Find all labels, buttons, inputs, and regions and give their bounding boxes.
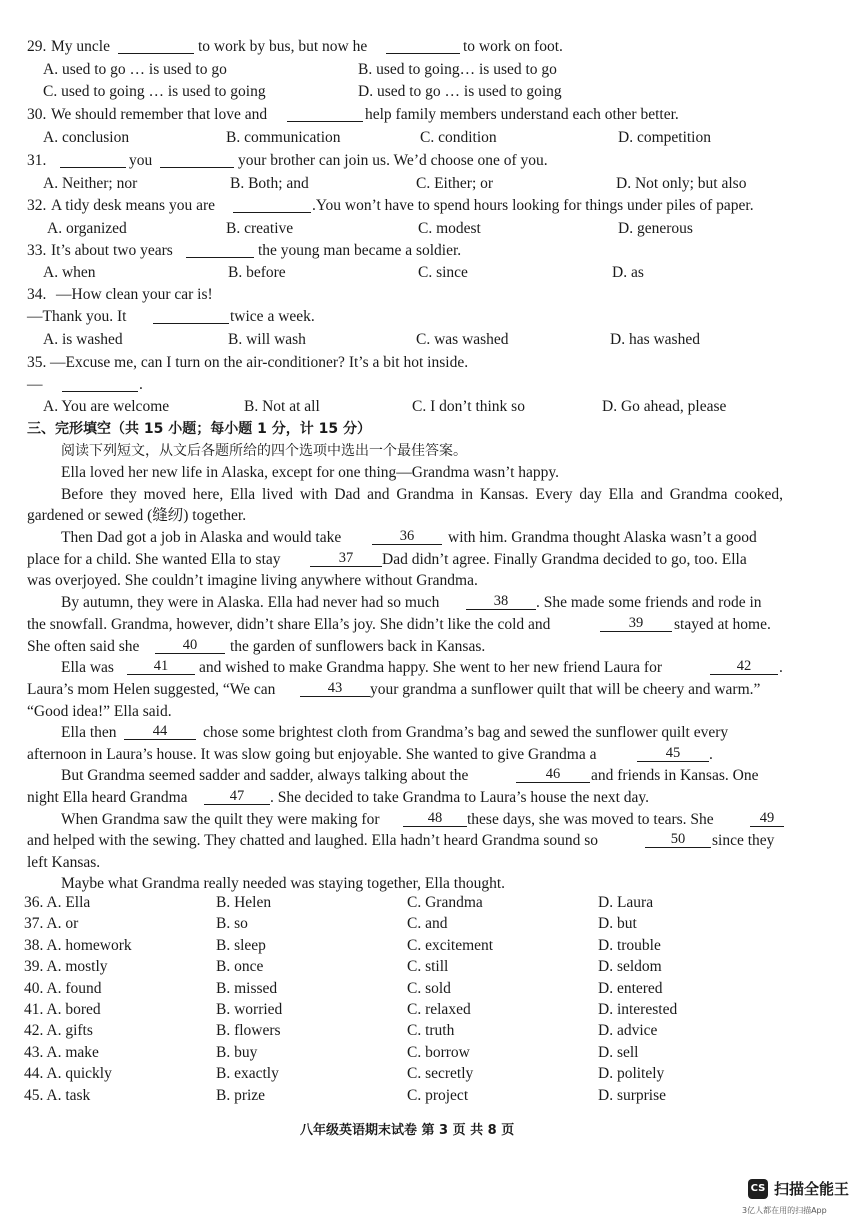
- question-number: 33.: [27, 242, 47, 259]
- option-a: A. used to go … is used to go: [43, 61, 227, 78]
- option-d: D. used to go … is used to going: [358, 83, 562, 100]
- passage-text: afternoon in Laura’s house. It was slow going but enjoyable. She wanted to give Grandma a: [27, 746, 597, 763]
- option-b: B. used to going… is used to go: [358, 61, 557, 78]
- choice-option: D. but: [598, 915, 637, 933]
- passage-text: the garden of sunflowers back in Kansas.: [230, 638, 486, 655]
- option-a: A. organized: [47, 220, 127, 237]
- choice-option: D. entered: [598, 979, 663, 997]
- passage-text: “Good idea!” Ella said.: [27, 703, 172, 720]
- choice-option: C. and: [407, 915, 448, 933]
- cloze-blank-47: 47: [204, 789, 270, 805]
- answer-blank: [386, 38, 460, 54]
- passage-text: and wished to make Grandma happy. She went to her new friend Laura for: [199, 659, 662, 676]
- question-number: 34.: [27, 286, 47, 303]
- question-text: the young man became a soldier.: [258, 242, 462, 259]
- choice-option: 45. A. task: [24, 1086, 91, 1104]
- cloze-blank-40: 40: [155, 638, 225, 654]
- passage-text: and helped with the sewing. They chatted and laughed. Ella hadn’t heard Grandma sound so: [27, 832, 599, 849]
- choice-option: D. advice: [598, 1022, 658, 1040]
- choice-option: C. secretly: [407, 1065, 474, 1083]
- question-number: 29.: [27, 38, 47, 55]
- answer-blank: [186, 242, 254, 258]
- instruction-text: 阅读下列短文，从文后各题所给的四个选项中选出一个最佳答案。: [61, 443, 467, 459]
- option-c: C. I don’t think so: [412, 398, 525, 415]
- answer-blank: [60, 152, 126, 168]
- choice-option: C. sold: [407, 979, 451, 997]
- option-a: A. You are welcome: [43, 398, 170, 415]
- choice-option: 36. A. Ella: [24, 894, 91, 911]
- question-text: your brother can join us. We’d choose one of you.: [238, 152, 548, 169]
- choice-option: C. project: [407, 1086, 469, 1104]
- passage-text: Dad didn’t agree. Finally Grandma decided to go, too. Ella: [382, 551, 747, 568]
- option-d: D. Go ahead, please: [602, 398, 727, 415]
- option-b: B. creative: [226, 220, 294, 237]
- passage-text: these days, she was moved to tears. She: [467, 811, 714, 828]
- cloze-blank-39: 39: [600, 616, 672, 632]
- answer-blank: [118, 38, 194, 54]
- passage-text: She often said she: [27, 638, 140, 655]
- choice-option: D. interested: [598, 1001, 678, 1018]
- answer-blank: [153, 308, 229, 324]
- choice-option: B. sleep: [216, 936, 266, 954]
- option-b: B. Not at all: [244, 398, 320, 415]
- option-d: D. Not only; but also: [616, 175, 747, 192]
- option-b: B. before: [228, 264, 286, 281]
- passage-text: stayed at home.: [674, 616, 771, 633]
- question-number: 31.: [27, 152, 47, 169]
- choice-option: D. seldom: [598, 958, 662, 976]
- choice-option: D. trouble: [598, 936, 661, 954]
- passage-text: Ella loved her new life in Alaska, except for one thing—Grandma wasn’t happy.: [61, 464, 560, 481]
- choice-option: B. exactly: [216, 1065, 279, 1083]
- passage-text: Ella then: [61, 724, 117, 741]
- choice-option: B. worried: [216, 1001, 283, 1018]
- option-c: C. since: [418, 264, 468, 281]
- choice-option: 40. A. found: [24, 979, 102, 997]
- cloze-blank-49: 49: [750, 811, 784, 827]
- option-b: B. will wash: [228, 331, 306, 348]
- choice-option: C. borrow: [407, 1043, 470, 1061]
- choice-option: B. once: [216, 958, 264, 976]
- answer-blank: [160, 152, 234, 168]
- option-a: A. is washed: [43, 331, 123, 348]
- choice-option: B. buy: [216, 1043, 258, 1061]
- passage-text: the snowfall. Grandma, however, didn’t share Ella’s joy. She didn’t like the cold and: [27, 616, 551, 633]
- cloze-blank-42: 42: [710, 659, 778, 675]
- choice-option: D. sell: [598, 1043, 639, 1061]
- cloze-blank-44: 44: [124, 724, 196, 740]
- passage-text: .: [779, 659, 783, 676]
- scanner-app-tagline: 3亿人都在用的扫描App: [742, 1206, 827, 1215]
- question-text: We should remember that love and: [51, 106, 268, 123]
- scanner-app-name: 扫描全能王: [774, 1180, 850, 1198]
- option-d: D. competition: [618, 129, 711, 146]
- page-footer: 八年级英语期末试卷 第 3 页 共 8 页: [300, 1123, 515, 1138]
- passage-text: left Kansas.: [27, 854, 101, 871]
- cloze-blank-41: 41: [127, 659, 195, 675]
- choice-option: D. surprise: [598, 1086, 667, 1104]
- question-number: 30.: [27, 106, 47, 123]
- passage-text: .: [709, 746, 713, 763]
- question-text: twice a week.: [230, 308, 315, 325]
- choice-option: 41. A. bored: [24, 1001, 101, 1018]
- passage-text: . She made some friends and rode in: [536, 594, 762, 611]
- question-text: —Excuse me, can I turn on the air-conditioner? It’s a bit hot inside.: [50, 354, 469, 371]
- choice-option: C. excitement: [407, 936, 494, 954]
- choice-option: B. missed: [216, 979, 278, 997]
- question-text: A tidy desk means you are: [51, 197, 216, 214]
- passage-text: . She decided to take Grandma to Laura’s house the next day.: [270, 789, 650, 806]
- passage-text: Before they moved here, Ella lived with Dad and Grandma in Kansas. Every day Ella and Grandma cooked,: [61, 486, 783, 503]
- cloze-blank-37: 37: [310, 551, 382, 567]
- cloze-blank-38: 38: [466, 594, 536, 610]
- question-text: My uncle: [51, 38, 110, 55]
- passage-text: with him. Grandma thought Alaska wasn’t a good: [448, 529, 757, 546]
- option-c: C. was washed: [416, 331, 509, 348]
- option-b: B. Both; and: [230, 175, 309, 192]
- question-text: to work by bus, but now he: [198, 38, 368, 55]
- passage-text: Maybe what Grandma really needed was staying together, Ella thought.: [61, 875, 506, 892]
- choice-option: B. flowers: [216, 1022, 281, 1040]
- option-a: A. Neither; nor: [43, 175, 138, 192]
- passage-text: But Grandma seemed sadder and sadder, always talking about the: [61, 767, 469, 784]
- choice-option: C. relaxed: [407, 1001, 471, 1018]
- answer-blank: [233, 197, 311, 213]
- option-d: D. as: [612, 264, 644, 281]
- choice-option: B. so: [216, 915, 248, 933]
- option-c: C. condition: [420, 129, 497, 146]
- choice-option: 43. A. make: [24, 1043, 99, 1061]
- passage-text: Then Dad got a job in Alaska and would take: [61, 529, 342, 546]
- option-b: B. communication: [226, 129, 341, 146]
- question-text: help family members understand each other better.: [365, 106, 679, 123]
- passage-text: Laura’s mom Helen suggested, “We can: [27, 681, 276, 698]
- choice-option: B. prize: [216, 1086, 266, 1104]
- passage-text: your grandma a sunflower quilt that will be cheery and warm.”: [370, 681, 761, 698]
- question-text: you: [129, 152, 153, 169]
- choice-option: B. Helen: [216, 894, 272, 911]
- passage-text: chose some brightest cloth from Grandma’s bag and sewed the sunflower quilt every: [203, 724, 729, 741]
- choice-option: 37. A. or: [24, 915, 79, 933]
- cloze-blank-46: 46: [516, 767, 590, 783]
- section-title: 三、完形填空（共 15 小题；每小题 1 分，计 15 分）: [27, 421, 371, 437]
- question-text: —How clean your car is!: [56, 286, 213, 303]
- option-c: C. modest: [418, 220, 481, 237]
- option-c: C. used to going … is used to going: [43, 83, 266, 100]
- question-text: It’s about two years: [51, 242, 173, 259]
- choice-option: C. Grandma: [407, 894, 483, 911]
- question-number: 35.: [27, 354, 47, 371]
- passage-text: gardened or sewed (缝纫) together.: [27, 507, 247, 524]
- question-text: —: [27, 376, 43, 393]
- option-d: D. has washed: [610, 331, 700, 348]
- cloze-blank-48: 48: [403, 811, 467, 827]
- option-a: A. conclusion: [43, 129, 130, 146]
- option-c: C. Either; or: [416, 175, 494, 192]
- question-text: .: [139, 376, 143, 393]
- choice-option: 42. A. gifts: [24, 1022, 93, 1040]
- choice-option: C. still: [407, 958, 449, 976]
- passage-text: and friends in Kansas. One: [591, 767, 759, 784]
- answer-blank: [287, 106, 363, 122]
- choice-option: 39. A. mostly: [24, 958, 108, 976]
- cloze-blank-50: 50: [645, 832, 711, 848]
- question-text: —Thank you. It: [27, 308, 127, 325]
- choice-option: C. truth: [407, 1022, 455, 1040]
- choice-option: D. Laura: [598, 894, 654, 911]
- passage-text: Ella was: [61, 659, 114, 676]
- option-a: A. when: [43, 264, 96, 281]
- passage-text: By autumn, they were in Alaska. Ella had never had so much: [61, 594, 440, 611]
- passage-text: since they: [712, 832, 775, 849]
- passage-text: was overjoyed. She couldn’t imagine living anywhere without Grandma.: [27, 572, 478, 589]
- scanner-logo-icon: CS: [748, 1179, 768, 1199]
- cloze-blank-43: 43: [300, 681, 370, 697]
- question-text: to work on foot.: [463, 38, 563, 55]
- question-text: .You won’t have to spend hours looking for things under piles of paper.: [312, 197, 754, 214]
- answer-blank: [62, 376, 138, 392]
- question-number: 32.: [27, 197, 47, 214]
- passage-text: night Ella heard Grandma: [27, 789, 188, 806]
- passage-text: place for a child. She wanted Ella to stay: [27, 551, 281, 568]
- passage-text: When Grandma saw the quilt they were making for: [61, 811, 380, 828]
- cloze-blank-36: 36: [372, 529, 442, 545]
- choice-option: D. politely: [598, 1065, 665, 1083]
- option-d: D. generous: [618, 220, 693, 237]
- choice-option: 44. A. quickly: [24, 1065, 112, 1083]
- choice-option: 38. A. homework: [24, 936, 132, 954]
- cloze-blank-45: 45: [637, 746, 709, 762]
